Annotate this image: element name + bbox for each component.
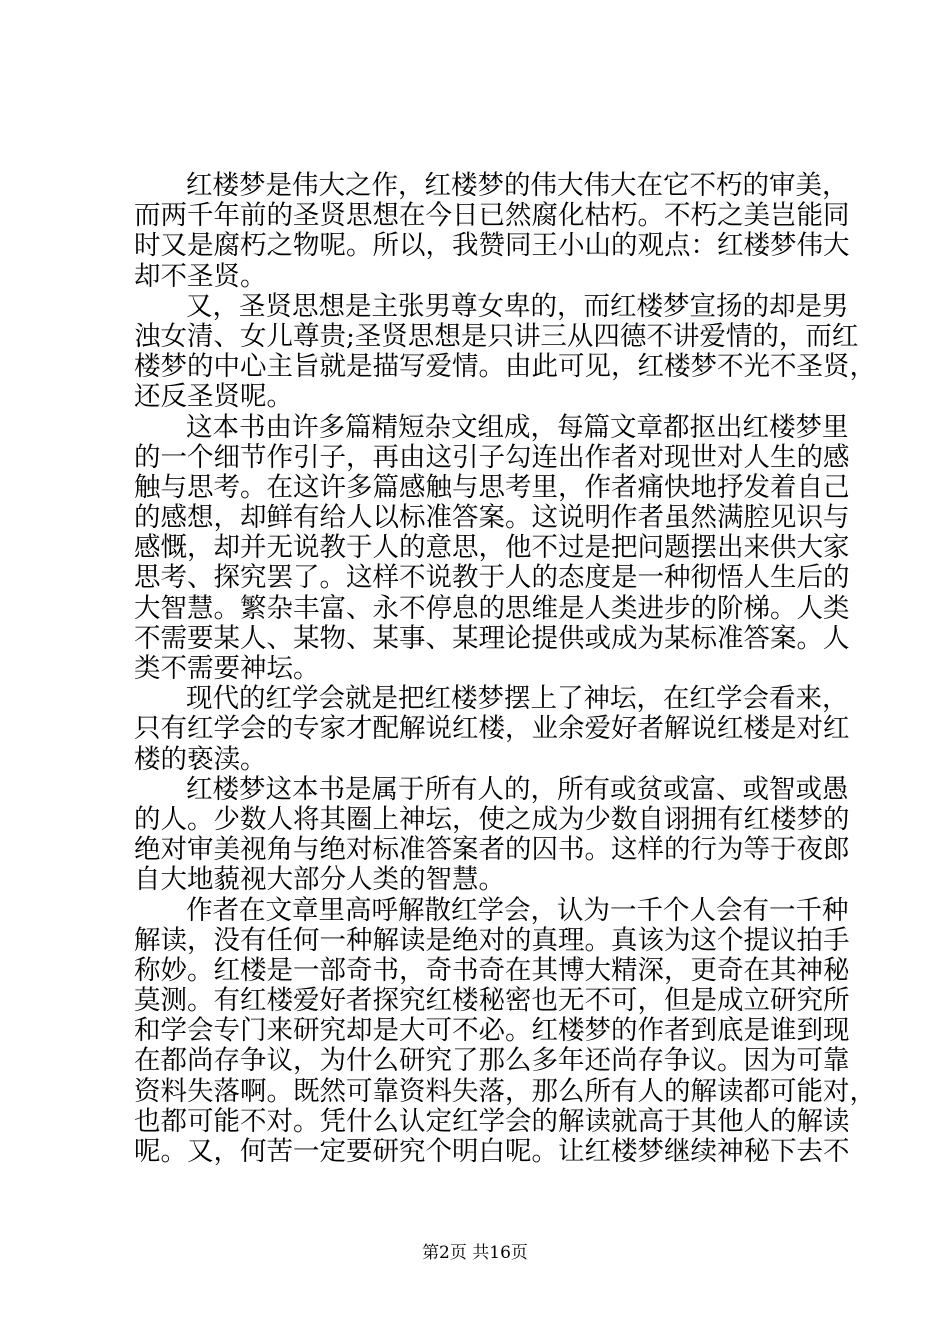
text-line: 呢。又，何苦一定要研究个明白呢。让红楼梦继续神秘下去不: [134, 1136, 850, 1167]
text-line: 莫测。有红楼爱好者探究红楼秘密也无不可，但是成立研究所: [134, 985, 850, 1017]
text-line: 感慨，却并无说教于人的意思，他不过是把问题摆出来供大家: [134, 532, 850, 564]
text-line: 自大地藐视大部分人类的智慧。: [134, 864, 505, 896]
text-line: 在都尚存争议，为什么研究了那么多年还尚存争议。因为可靠: [134, 1045, 850, 1077]
text-line: 类不需要神坛。: [134, 653, 320, 684]
text-line: 不需要某人、某物、某事、某理论提供或成为某标准答案。人: [134, 622, 850, 654]
text-line: 楼梦的中心主旨就是描写爱情。由此可见，红楼梦不光不圣贤，: [134, 351, 876, 383]
text-line: 作者在文章里高呼解散红学会，认为一千个人会有一千种: [186, 894, 849, 926]
text-line: 解读，没有任何一种解读是绝对的真理。真该为这个提议拍手: [134, 924, 850, 956]
text-line: 又，圣贤思想是主张男尊女卑的，而红楼梦宣扬的却是男: [186, 290, 849, 322]
text-line: 只有红学会的专家才配解说红楼，业余爱好者解说红楼是对红: [134, 713, 850, 745]
text-line: 的一个细节作引子，再由这引子勾连出作者对现世对人生的感: [134, 441, 850, 473]
text-line: 红楼梦这本书是属于所有人的，所有或贫或富、或智或愚: [186, 773, 849, 805]
text-line: 浊女清、女儿尊贵;圣贤思想是只讲三从四德不讲爱情的，而红: [134, 320, 859, 352]
text-line: 大智慧。繁杂丰富、永不停息的思维是人类进步的阶梯。人类: [134, 592, 850, 624]
text-line: 的感想，却鲜有给人以标准答案。这说明作者虽然满腔见识与: [134, 502, 850, 534]
text-line: 的人。少数人将其圈上神坛，使之成为少数自诩拥有红楼梦的: [134, 803, 850, 835]
text-line: 还反圣贤呢。: [134, 381, 293, 413]
text-line: 却不圣贤。: [134, 260, 267, 292]
text-line: 时又是腐朽之物呢。所以，我赞同王小山的观点：红楼梦伟大: [134, 230, 850, 262]
text-line: 而两千年前的圣贤思想在今日已然腐化枯朽。不朽之美岂能同: [134, 200, 850, 232]
page-footer: 第2页 共16页: [422, 1243, 528, 1263]
text-line: 思考、探究罢了。这样不说教于人的态度是一种彻悟人生后的: [134, 562, 850, 594]
text-line: 也都可能不对。凭什么认定红学会的解读就高于其他人的解读: [134, 1105, 850, 1137]
text-line: 红楼梦是伟大之作，红楼梦的伟大伟大在它不朽的审美，: [186, 170, 849, 201]
text-line: 触与思考。在这许多篇感触与思考里，作者痛快地抒发着自己: [134, 471, 850, 503]
body-text: [134, 170, 876, 1167]
text-line: 现代的红学会就是把红楼梦摆上了神坛，在红学会看来，: [186, 683, 849, 715]
text-line: 称妙。红楼是一部奇书，奇书奇在其博大精深，更奇在其神秘: [134, 954, 850, 986]
text-line: 绝对审美视角与绝对标准答案者的囚书。这样的行为等于夜郎: [134, 834, 850, 866]
text-line: 和学会专门来研究却是大可不必。红楼梦的作者到底是谁到现: [134, 1015, 850, 1047]
text-line: 楼的亵渎。: [134, 743, 267, 775]
text-line: 资料失落啊。既然可靠资料失落，那么所有人的解读都可能对，: [134, 1075, 876, 1107]
text-line: 这本书由许多篇精短杂文组成，每篇文章都抠出红楼梦里: [186, 411, 849, 443]
